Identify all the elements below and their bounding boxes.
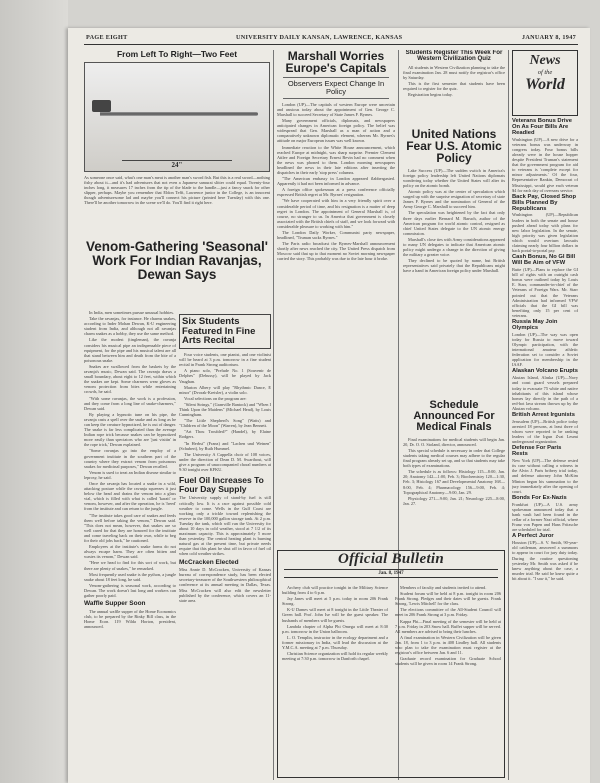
recital-story — [179, 314, 271, 783]
recital-paragraph: A piano solo, "Prelude No. 1 (Souvenir de Delphes" (Debussy), will be played by Jack Vaughan. — [179, 368, 271, 384]
recital-paragraph: Four voice students, one pianist, and one violinist will be heard at 3 p.m. tomorrow in a fine student recital in Frank Strong auditorium. — [179, 352, 271, 368]
news-item-headline: A Perfect Juror — [512, 533, 554, 540]
marshall-paragraph: Many government officials, diplomats, and newspapers anticipated changes in American foreign policy. The belief was widespread that Gen. Marshall as a man of action and a comparatively unknown diplomatic element, whereas Mr. Byrnes's attitude on major European issues was well known. — [277, 118, 395, 144]
venom-paragraph: In India, men sometimes pursue unusual hobbies. — [89, 310, 174, 315]
sword-measure: 24" — [122, 160, 232, 168]
bulletin-item: L. O. Templin, instructor in the ecology department and a former missionary in India, will lead the discussion at the Y.M.C.A. meeting at 7 p.m. Thursday. — [282, 634, 388, 651]
sword-blade-graphic — [100, 112, 258, 116]
news-item — [512, 195, 578, 253]
news-item — [512, 320, 578, 367]
page-number: PAGE EIGHT — [86, 34, 128, 41]
bulletin-date: Jan. 8, 1947 — [284, 569, 498, 578]
bulletin-item: Kappa Phi—Final meeting of the semester will be held at 7 p.m. Friday in 203 Snow hall. Buffet supper will be served. All members are advised to bring their lunches. — [395, 618, 501, 634]
venom-body-col1 — [84, 310, 176, 780]
venom-paragraph: Like the modest (tingleman), the ravanja considers his musical pipe an indispensable piece of equipment, for the pipe and his musical talent are all that stand between him and death from the bite of a poisonous snake. — [84, 337, 176, 363]
issue-date: JANUARY 8, 1947 — [521, 34, 576, 41]
news-item — [512, 496, 578, 532]
un-paragraph: Marshall's close ties with Army considerations appeared to many UN delegates to indicate that American atomic policy might undergo a change in the direction of giving the military a greater voice. — [403, 236, 505, 258]
sword-headline: From Left To Right—Two Feet — [116, 50, 238, 59]
marshall-paragraph: The Paris radio broadcast the Byrnes-Marshall announcement shortly after news reached the city. The United Press dispatch from Moscow said that up to that moment no Soviet morning newspaper carried the story. This probably was due to the late hour it broke. — [277, 241, 395, 262]
sword-story — [84, 50, 270, 238]
news-item — [512, 369, 578, 411]
bulletin-item: Members of faculty and students invited to attend. — [400, 585, 487, 590]
venom-paragraph: Take the ravanjas, for instance. He charms snakes, according to Inder Mohan Dewan, K-U engineering student from India, and although not all ravanjas charm snakes as a hobby, they use the same method. — [84, 316, 176, 337]
bulletin-item: A final examination in Western Civilization will be given Jan. 18, from 1 to 3 p.m. in 408 Lindley hall. All students who plan to take the examination must register at the registrar's office between Jan. 6 and 11. — [395, 634, 501, 656]
news-item-headline: Veterans Bonus Drive On As Four Bills Are Readied — [512, 118, 572, 136]
bulletin-item: Jay Janes will meet at 5 p.m. today in room 206 Frank Strong. — [282, 596, 388, 607]
recital-paragraph: Marion Albery will play "Rhythmic Dance, E minor" (Dvorak-Kreisler), a violin solo. — [179, 384, 271, 395]
bulletin-item: Lambda chapter of Alpha Phi Omega will meet at 8:30 p.m. tomorrow in the Union ballroom. — [282, 623, 388, 634]
marshall-paragraph: The London Daily Worker, Communist party newspaper, headlined, "Truman sacks Byrnes." — [277, 230, 395, 241]
recital-paragraph: "Art Thou Troubled?" (Handel), by Elaine Rodgers. — [179, 429, 271, 440]
venom-paragraph: "Here we head to find for this sort of work, but there are plenty of snakes," he remarked. — [84, 560, 176, 571]
venom-paragraph: "Some ravanjas go into the employ of a government institute in the southern part of the country where they extract venom from poisonous snakes for medicinal purposes," Dewan recalled. — [84, 448, 176, 469]
venom-headline-block — [84, 240, 270, 310]
marshall-paragraph: "The American embassy in London appeared flabbergasted. Apparently it had not been informed in advance. — [277, 176, 395, 187]
bulletin-title: Official Bulletin — [337, 551, 445, 567]
news-item-body: New York (UP)—The defense rested its case without calling a witness in the Alvin J. Paris bribery trial today, and defense attorney John McKim Minton began his summation to the jury immediately after the opening of court. — [512, 458, 578, 494]
newspaper-page — [68, 28, 590, 783]
news-item — [512, 446, 578, 493]
quiz-paragraph: Registration begins today. — [408, 92, 453, 98]
venom-paragraph: Employees at the institute's snake farms do not always escape harm. They are often bitten and wastes its venom," Dewan said. — [84, 544, 176, 560]
news-item — [512, 413, 578, 444]
bulletin-item: Student forum will be held at 8 p.m. tonight in room 206 Frank Strong. Pledges and their dates will be guests. Frank Strong, 'Lewis Mitchell' for the class. — [395, 591, 501, 607]
news-item-headline: Russia May Join Olympics — [512, 318, 558, 331]
logo-news: News — [529, 53, 561, 68]
un-paragraph: The speculation was heightened by the fact that only three days earlier Bernard M. Baruch, author of the American program for world atomic control, resigned as chief United States delegate to the UN atomic energy commission. — [403, 210, 505, 236]
waffle-headline: Waffle Supper Soon — [84, 600, 146, 608]
news-item-body: Butte (UP)—Plans to replace the GI bill of rights with an outright cash bonus were outlined today by Louis E. Starr, commander-in-chief of the Veterans of Foreign Wars. Mr. Starr pointed out that the Veterans Administration had informed VFW officials that the GI bill was benefiting only 15 per cent of veterans. — [512, 267, 578, 318]
venom-paragraph: "The institute takes good care of snakes and feeds them well before taking the venom," Dewan said. "This does not mean, however, that snakes are so well cared for that they are honored for the institute and come traveling back on their own, while to beg for their old jobs back," he cautioned. — [84, 512, 176, 544]
news-item — [512, 255, 578, 318]
venom-paragraph: "With some ravanjas, the work is a profession, and they come from a long line of snake-charmers," Dewan said. — [84, 395, 176, 411]
marshall-paragraph: London (UP)—The capitals of western Europe were uncertain and anxious today about the appointment of Gen. George C. Marshall to succeed Secretary of State James F. Byrnes. — [277, 101, 395, 117]
logo-of-the: of the — [537, 69, 553, 76]
marshall-story — [277, 50, 395, 570]
news-of-world-column — [512, 50, 578, 780]
marshall-paragraph: "We have cooperated with him in a very friendly spirit over a considerable period of time, and his resignation is a matter of deep regret in London. The appointment of General Marshall is, of course, no stranger to us. In America that government is closely associated with the British chiefs of staff, and we look forward with considerable pleasure to working with him." — [277, 198, 395, 229]
folio-rule — [84, 44, 578, 45]
news-item-body: Frankfurt (UP)—A U.S. army spokesman announced today that a bank vault had been found in the cellar of a former Nazi official, where Franz von Papen and Hans Fritzsche are scheduled for trial. — [512, 501, 578, 533]
exam-paragraph: Physiology 271—9:00, Jan. 21; Neurology 225—8:00, Jan. 27. — [403, 495, 505, 506]
bulletin-item: The elections committee of the All-Student Council will meet in 206 Frank Strong at 3 p.m. Friday. — [395, 607, 501, 618]
page-binding-margin — [0, 0, 68, 783]
bulletin-col-right — [395, 585, 501, 775]
news-item-headline: Defense For Paris Rests — [512, 445, 562, 458]
news-item-body: Jerusalem (UP)—British police today arrested 18 persons, at least three of whom were reported to be ranking leaders of the Irgun Zvai Leumi underground organization. — [512, 418, 578, 445]
news-item-headline: Cash Bonus, No GI Bill Will Be Aim of VFW — [512, 254, 576, 267]
venom-paragraph: Venom is used to treat an Indian disease similar to leprosy, he said. — [84, 469, 176, 480]
venom-paragraph: Most frequently used snake is the python, a jungle snake about 18 feet long, he said. — [84, 571, 176, 582]
recital-paragraph: "Silent Strings," (Granville Bantock) and "When I Think Upon the Maidens" (Michael Head), by Louis Cunningham. — [179, 401, 271, 418]
un-paragraph: Atomic policy was at the center of speculation which surged up with the surprise resignation of secretary of state James F. Byrnes and the nomination of General of the Army George C. Marshall to succeed him. — [403, 189, 505, 210]
recital-paragraph: Vocal selections on the program are: — [184, 395, 247, 401]
venom-paragraph: Snakes are swallowed from the baskets by the ravanja's music, Dewan said. The ravanja draws a small boundary, about eight to 12 feet, within which the snakes are kept. Some charmers wear gloves as venom protection from bites while entertaining crowds, he said. — [84, 363, 176, 395]
bulletin-item: Archery club will practice tonight in the Military Science building from 4 to 6 p.m. — [282, 585, 388, 596]
mccracken-paragraph: Miss Annie D. McCracken, University of Kansas bureau of correspondence study, has been elected secretary-treasurer of the Southwestern philosophical conference at its annual meeting in Dallas, Texas. Miss McCracken will also edit the newsletter published by the conference, which covers an 11-state area. — [179, 567, 271, 603]
news-item-headline: Alaskan Volcano Erupts — [512, 368, 578, 375]
un-paragraph: They declined to be quoted by name, but British representatives said privately that the Republicans might have a hand in American foreign policy under Marshall. — [403, 258, 505, 274]
marshall-deck: Observers Expect Change In Policy — [283, 77, 389, 98]
venom-paragraph: Venom-gathering is seasonal work, according to Dewan. The work doesn't last long and workers can gather poorly paid. — [84, 582, 176, 598]
fuel-paragraph: The University supply of stand-by fuel is still critically low. It is a race against possible cold weather to come. Wells in the Gulf Coast are working only a trickle toward replenishing the reserve in the 100,000 gallon storage tank. At 2 p.m. Tuesday the tank, which will run the University for about 10 days in cold weather, stood at 7 1/2 of its maximum capacity. This is approximately 5 more than yesterday. The central heating plant is burning natural gas at the present time, but private needs require that this plant be shut off in favor of fuel oil when cold weather strikes. — [179, 495, 271, 557]
recital-paragraph: "In Herbst" (Franz) and "Lachen und Weinen" (Schubert), by Ruth Hummel. — [179, 440, 271, 451]
recital-headline: Six Students Featured In Fine Arts Recital — [179, 314, 271, 349]
venom-paragraph: By playing a hypnotic tune on his pipe, the ravanja casts a spell over the snake and as long as he can keep the creature hypnotized, he is out of danger. The snake is far less complicated than the average Indian rope trick because snakes can be hypnotized more easily than spectators who are 'just visitin' in the rope trick,' Dewan explained. — [84, 411, 176, 448]
venom-headline: Venom-Gathering 'Seasonal' Work For Indian Ravanjas, Dewan Says — [86, 240, 268, 282]
exam-paragraph: Final examinations for medical students will begin Jan. 20, Dr. O. O. Stoland, director, announced. — [403, 436, 505, 447]
quiz-paragraph: This is the first semester that students have been required to register for the quiz. — [403, 80, 505, 91]
paper-name: UNIVERSITY DAILY KANSAN, LAWRENCE, KANSAS — [236, 34, 403, 41]
quiz-headline: Students Register This Week For Western Civilization Quiz — [405, 50, 503, 63]
logo-world: World — [525, 76, 565, 93]
exam-headline: Schedule Announced For Medical Finals — [413, 400, 495, 434]
news-item-headline: Back Pay, Closed Shop Bills Planned By Republicans — [512, 193, 577, 212]
un-story — [403, 128, 505, 398]
bulletin-item: Graduate record examination for Graduate School students will be given in room 14 Frank Strong. — [395, 656, 501, 667]
sword-hilt-graphic — [92, 100, 110, 112]
news-item-body: London (UP)—The way was open today for Russia to move toward Olympic participation, with the international amateur athletic federation set to consider a Soviet application for membership in the IAAF. — [512, 331, 578, 368]
news-item — [512, 534, 578, 581]
exam-paragraph: The schedule is as follows: Histology 115—8:00, Jan. 20; Anatomy 142—1:00, Feb. 3; Biochemistry 120—1:30, Feb. 3; Histology 167 and Developmental Anatomy 168—8:00, Feb. 4; Pharmacology 156—9:00, Feb. 4; Topographical Anatomy—9:00, Jan. 29. — [403, 469, 505, 495]
news-item-body: Akutan Island, Alaska (UP)—Navy and coast guard vessels prepared today to evacuate 75 white and native inhabitants of this island whose homes lay directly in the path of a red-hot lava stream thrown up by the Akutan volcano. — [512, 375, 578, 411]
bulletin-item: K-U Dames will meet at 8 tonight in the Little Theater of Green hall. Prof. John Ise will be the guest speaker. The husbands of members will be guests. — [282, 607, 388, 623]
marshall-paragraph: Immediate reaction to the White House announcement, which reached Europe at midnight, was sharp surprise. Premier Clement Attlee and Foreign Secretary Ernest Bevin had no comment when the news was phoned to them. London morning newspapers headlined the news in their late editions after inserting the dispatches in their early 'stop press' columns. — [277, 144, 395, 175]
official-bulletin — [277, 550, 505, 778]
column-rule — [273, 50, 274, 780]
venom-paragraph: Once the ravanja has located a snake in a wild, attacking posture while the ravanja squeezes it just below the head and drains the venom into a glass vial, which is filled with what is called 'karait' or venom, however, and after the operation, he is 'freed' from the institute and can return to the jungle. — [84, 481, 176, 512]
bulletin-col-left — [282, 585, 388, 775]
news-item-headline: Bonds For Ex-Nazis — [512, 494, 567, 501]
fuel-headline: Fuel Oil Increases To Four Day Supply — [179, 475, 264, 494]
recital-paragraph: "The Little Shepherd's Song" (Watts) and "Children of the Moon" (Warren), by Jean Bennett. — [179, 418, 271, 429]
news-item — [512, 119, 578, 193]
sword-caption: As someone once said, what's one man's meat is another man's sword fish. But this is a real sword—nothing fishy about it—and it's had adventures that not even a Japanese samurai slitter could equal. Twenty-four inches long, it measures 17 inches from the tip of the blade to the handle—just a fancy snack for other slipper, perhaps. Maybe you remember that Eldon Tefft, Lawrence junior in the College, is an innocent though adventuresome lad and maybe you'll connect his picture (printed here Tuesday) with this one. There'll be another tomorrow in the scene we'll do. You'll find it right here. — [84, 174, 270, 206]
recital-paragraph: The University A Cappella choir of 108 voices, under the direction of Dean D. M. Swarthout, will give a program of unaccompanied choral numbers at 9:30 tonight over KFKU. — [179, 451, 271, 473]
quiz-paragraph: All students in Western Civilization planning to take the final examination Jan. 28 must notify the registrar's office by Saturday. — [403, 64, 505, 80]
sword-photo — [84, 62, 270, 172]
mccracken-headline: McCracken Elected — [179, 558, 239, 566]
marshall-headline: Marshall Worries Europe's Capitals — [285, 50, 387, 76]
exam-paragraph: This special schedule is necessary in order that College students taking medical courses may adhere to the regular final program already set up, and so that students may take both types of examinations. — [403, 447, 505, 469]
marshall-paragraph: A foreign office spokesman at a press conference officially expressed British regret at Mr. Byrnes' resignation. — [277, 187, 395, 198]
column-rule — [508, 50, 509, 780]
news-item-body: Houston (UP)—S. V. Smith, 90-year-old cattleman, answered a summons to appear in court for jury duty today. During the routine questioning yesterday Mr. Smith was asked if he knew anything about the case, a murder trial. He said he knew quite a bit about it. "I saw it," he said. — [512, 540, 578, 581]
un-paragraph: Lake Success (UP)—The sudden switch in America's foreign policy leadership left United Nations diplomats wondering today whether the United States will alter its policy on the atomic bomb. — [403, 167, 505, 188]
news-item-headline: British Arrest Irgunists — [512, 412, 575, 418]
news-of-world-logo — [512, 50, 578, 116]
news-item-body: Washington (UP)—Republican leaders in both the senate and house pushed ahead today with plans for new labor legislation. In the senate, high priority was given legislation which would overturn lawsuits claiming nearly four billion dollars in back portal-to-portal pay. — [512, 212, 578, 254]
news-item-body: Washington (UP)—A new drive for a veterans bonus was underway in congress today. Four bonus bills already were in the house hopper despite President Truman's statement that the government program for aid to veterans is 'complete except for minor adjustments.' Of the four, Representative Rankin, Democrat of Mississippi, would give each veteran $4 for each day of overseas service. — [512, 136, 578, 193]
waffle-paragraph: The annual waffle supper of the Home Economics club, to be prepared by the Rinky Bill class, in the Home Econ. 119 Wilda Horton, president, announced. — [84, 608, 176, 629]
bulletin-item: Christian Science organization will hold its regular weekly meeting at 7:30 p.m. tomorrow in Danforth chapel. — [282, 651, 388, 662]
medical-exam-story — [403, 400, 505, 548]
un-headline: United Nations Fear U.S. Atomic Policy — [406, 128, 502, 166]
